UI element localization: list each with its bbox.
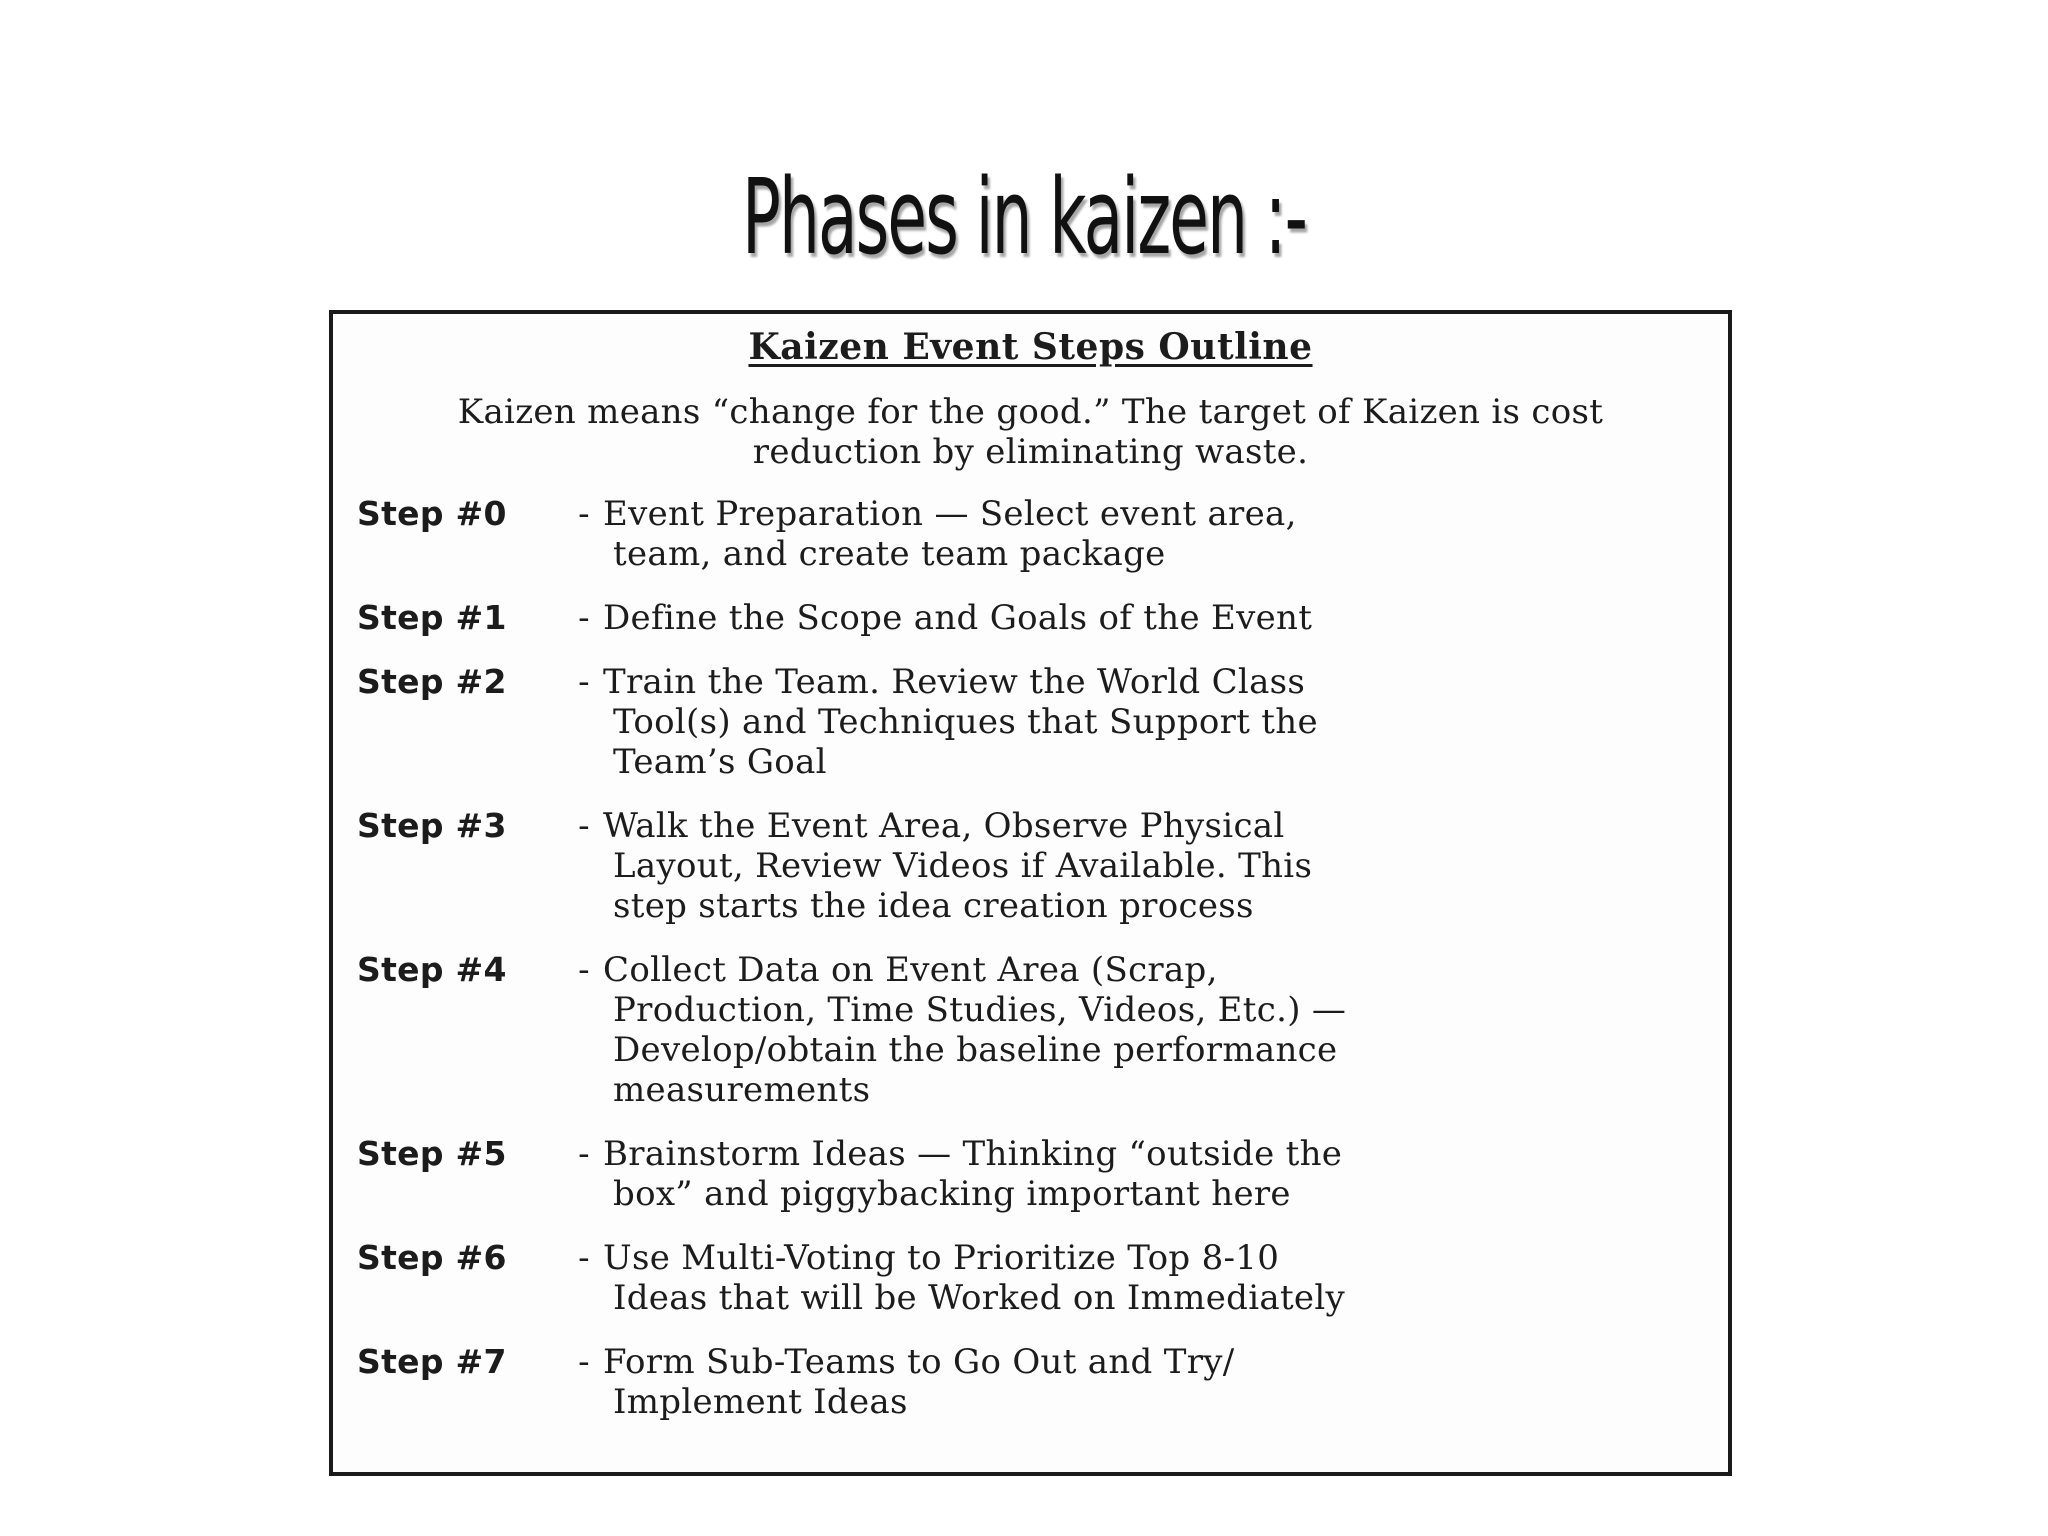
step-separator: - [578, 1238, 590, 1278]
step-line: Define the Scope and Goals of the Event [603, 598, 1313, 638]
step-label: Step #4 [357, 950, 507, 989]
steps-list [357, 494, 1708, 1446]
step-line: Walk the Event Area, Observe Physical [603, 806, 1285, 846]
step-description [603, 950, 1708, 1110]
step-separator: - [578, 598, 590, 638]
step-item [357, 494, 1708, 574]
step-item [357, 1342, 1708, 1422]
step-item [357, 1238, 1708, 1318]
box-heading: Kaizen Event Steps Outline [748, 326, 1313, 368]
step-description [603, 806, 1708, 926]
step-separator: - [578, 950, 590, 990]
step-separator: - [578, 494, 590, 534]
step-label: Step #0 [357, 494, 507, 533]
step-line: Event Preparation — Select event area, [603, 494, 1297, 534]
step-description [603, 1342, 1708, 1422]
step-separator: - [578, 1342, 590, 1382]
step-label: Step #1 [357, 598, 507, 637]
step-line: Team’s Goal [613, 742, 827, 782]
step-item [357, 598, 1708, 638]
step-separator: - [578, 662, 590, 702]
slide-title: Phases in kaizen :- [741, 156, 1307, 278]
step-label: Step #6 [357, 1238, 507, 1277]
step-description [603, 494, 1708, 574]
step-line: Brainstorm Ideas — Thinking “outside the [603, 1134, 1343, 1174]
step-line: Use Multi-Voting to Prioritize Top 8-10 [603, 1238, 1280, 1278]
step-line: measurements [613, 1070, 871, 1110]
step-label: Step #7 [357, 1342, 507, 1381]
step-description [603, 1134, 1708, 1214]
step-line: Ideas that will be Worked on Immediately [613, 1278, 1346, 1318]
step-item [357, 950, 1708, 1110]
step-line: step starts the idea creation process [613, 886, 1254, 926]
step-label: Step #2 [357, 662, 507, 701]
step-description [603, 1238, 1708, 1318]
step-line: Form Sub-Teams to Go Out and Try/ [603, 1342, 1235, 1382]
step-line: Train the Team. Review the World Class [603, 662, 1306, 702]
step-item [357, 806, 1708, 926]
step-line: box” and piggybacking important here [613, 1174, 1291, 1214]
step-description [603, 662, 1708, 782]
box-intro: Kaizen means “change for the good.” The target of Kaizen is cost reduction by eliminating waste. [457, 392, 1604, 472]
kaizen-steps-box [329, 310, 1732, 1476]
step-separator: - [578, 806, 590, 846]
step-label: Step #3 [357, 806, 507, 845]
step-line: Collect Data on Event Area (Scrap, [603, 950, 1218, 990]
step-item [357, 1134, 1708, 1214]
step-line: Layout, Review Videos if Available. This [613, 846, 1313, 886]
step-line: Implement Ideas [613, 1382, 908, 1422]
step-line: Develop/obtain the baseline performance [613, 1030, 1338, 1070]
step-item [357, 662, 1708, 782]
step-separator: - [578, 1134, 590, 1174]
step-line: Production, Time Studies, Videos, Etc.) — [613, 990, 1347, 1030]
step-line: team, and create team package [613, 534, 1166, 574]
step-description [603, 598, 1708, 638]
step-label: Step #5 [357, 1134, 507, 1173]
step-line: Tool(s) and Techniques that Support the [613, 702, 1318, 742]
